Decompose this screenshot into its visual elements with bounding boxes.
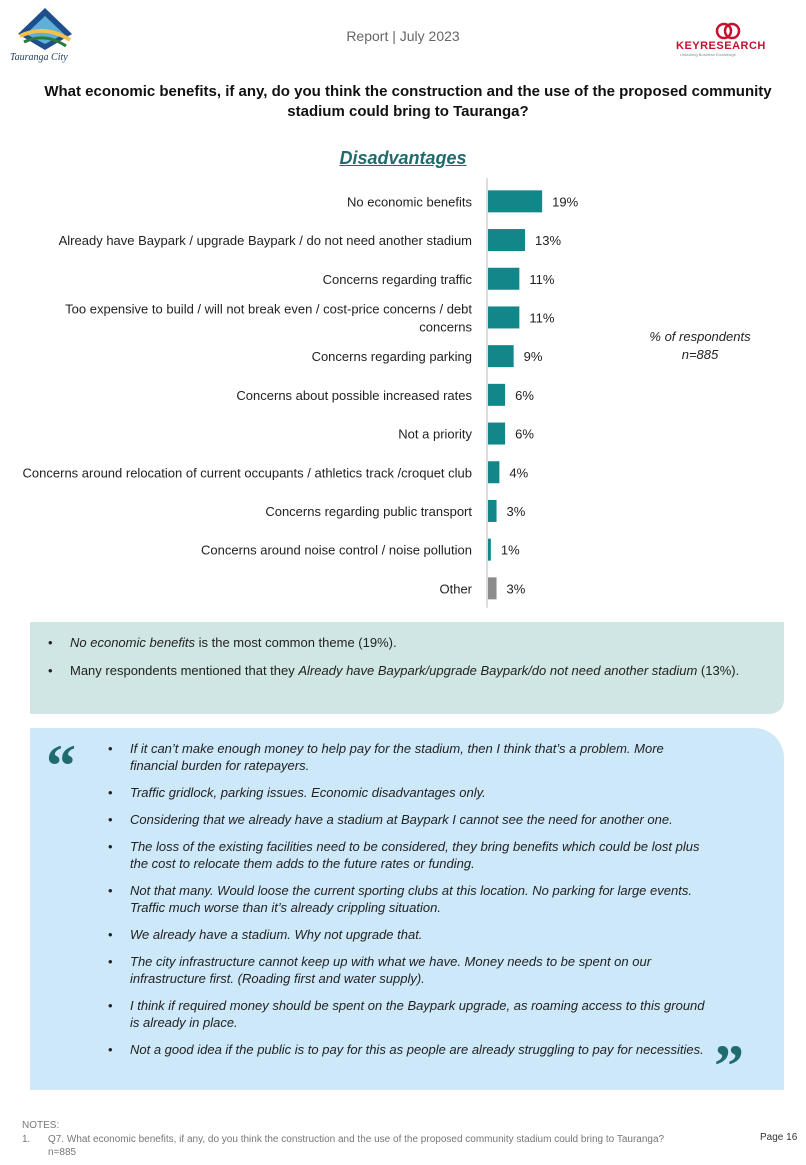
category-label: Too expensive to build / will not break even / cost-price concerns / debt concerns: [65, 301, 472, 335]
quote-item: • We already have a stadium. Why not upgrade that.: [108, 926, 708, 943]
quote-item: • Not a good idea if the public is to pay for this as people are already struggling to pay for necessities.: [108, 1041, 708, 1058]
disadvantages-bar-chart: [0, 170, 806, 610]
keyresearch-logo-tagline: Unlocking Business Knowledge: [680, 52, 736, 57]
data-label: 6%: [515, 387, 534, 403]
quote-item: • Considering that we already have a stadium at Baypark I cannot see the need for another one.: [108, 811, 708, 828]
data-label: 19%: [552, 194, 579, 210]
quote-item: • I think if required money should be spent on the Baypark upgrade, as roaming access to this ground is already in place.: [108, 997, 708, 1031]
survey-question: What economic benefits, if any, do you think the construction and the use of the proposed community stadium could bring to Tauranga?: [44, 83, 772, 120]
category-label: Concerns about possible increased rates: [236, 387, 472, 403]
quote-item: • The loss of the existing facilities need to be considered, they bring benefits which could be lost plus the cost to relocate them adds to the future rates or funding.: [108, 838, 708, 872]
summary-box: [30, 622, 784, 714]
data-label: 4%: [509, 465, 529, 481]
notes-number: 1.: [22, 1134, 31, 1145]
summary-text: Many respondents mentioned that they: [70, 663, 299, 678]
notes-text: Q7. What economic benefits, if any, do you think the construction and the use of the proposed community stadium could bring to Tauranga?: [48, 1134, 665, 1145]
category-label: Concerns around relocation of current occupants / athletics track /croquet club: [22, 465, 472, 481]
page-number: Page 16: [760, 1132, 798, 1143]
summary-emphasis: Already have Baypark/upgrade Baypark/do not need another stadium: [298, 663, 698, 678]
bar: [488, 190, 542, 212]
close-quote-icon: ”: [714, 1033, 744, 1099]
summary-text: is the most common theme (19%).: [195, 635, 397, 650]
bar: [488, 384, 505, 406]
summary-emphasis: No economic benefits: [70, 635, 196, 650]
data-label: 11%: [529, 310, 555, 326]
category-label: Concerns regarding public transport: [265, 503, 472, 519]
category-label: Not a priority: [398, 426, 472, 442]
summary-item: [44, 634, 770, 652]
bar: [488, 577, 497, 599]
category-label: Concerns regarding parking: [311, 349, 472, 365]
quote-item: • The city infrastructure cannot keep up with what we have. Money needs to be spent on our infrastructure first. (Roading first and water supply).: [108, 953, 708, 987]
category-label: No economic benefits: [346, 194, 472, 210]
bar: [488, 345, 514, 367]
open-quote-icon: “: [46, 733, 76, 799]
keyresearch-logo-text: KEYRESEARCH: [676, 40, 766, 52]
data-label: 6%: [515, 426, 534, 442]
notes-label: NOTES:: [22, 1120, 60, 1131]
quote-item: • If it can’t make enough money to help pay for the stadium, then I think that’s a problem. More financial burden for ratepayers.: [108, 740, 708, 774]
chart-title: Disadvantages: [339, 148, 467, 168]
category-label: Other: [439, 581, 472, 597]
data-label: 9%: [523, 349, 543, 365]
bar: [488, 268, 519, 290]
bar: [488, 539, 491, 561]
data-label: 11%: [529, 271, 555, 287]
summary-text: (13%).: [697, 663, 740, 678]
bar: [488, 306, 519, 328]
respondents-note-sample: n=885: [681, 347, 719, 362]
category-label: Already have Baypark / upgrade Baypark / do not need another stadium: [58, 233, 472, 249]
bar: [488, 423, 505, 445]
respondents-note-label: % of respondents: [649, 329, 751, 344]
summary-item: [44, 662, 770, 680]
category-label: Concerns around noise control / noise pollution: [200, 542, 472, 558]
notes-item: [22, 1133, 752, 1146]
report-label: Report | July 2023: [346, 28, 460, 44]
bar: [488, 229, 525, 251]
data-label: 3%: [506, 581, 526, 597]
bar: [488, 500, 497, 522]
data-label: 1%: [500, 542, 520, 558]
notes-sample-size: n=885: [48, 1147, 77, 1158]
tauranga-city-logo-text: Tauranga City: [10, 52, 68, 63]
data-label: 3%: [506, 503, 526, 519]
respondents-note: [630, 328, 770, 364]
bar: [488, 461, 499, 483]
quote-item: • Not that many. Would loose the current sporting clubs at this location. No parking for large events. Traffic much worse than it’s already crippling situation.: [108, 882, 708, 916]
data-label: 13%: [535, 233, 562, 249]
category-label: Concerns regarding traffic: [322, 271, 472, 287]
quote-item: • Traffic gridlock, parking issues. Economic disadvantages only.: [108, 784, 708, 801]
quotes-list: [108, 740, 708, 1068]
